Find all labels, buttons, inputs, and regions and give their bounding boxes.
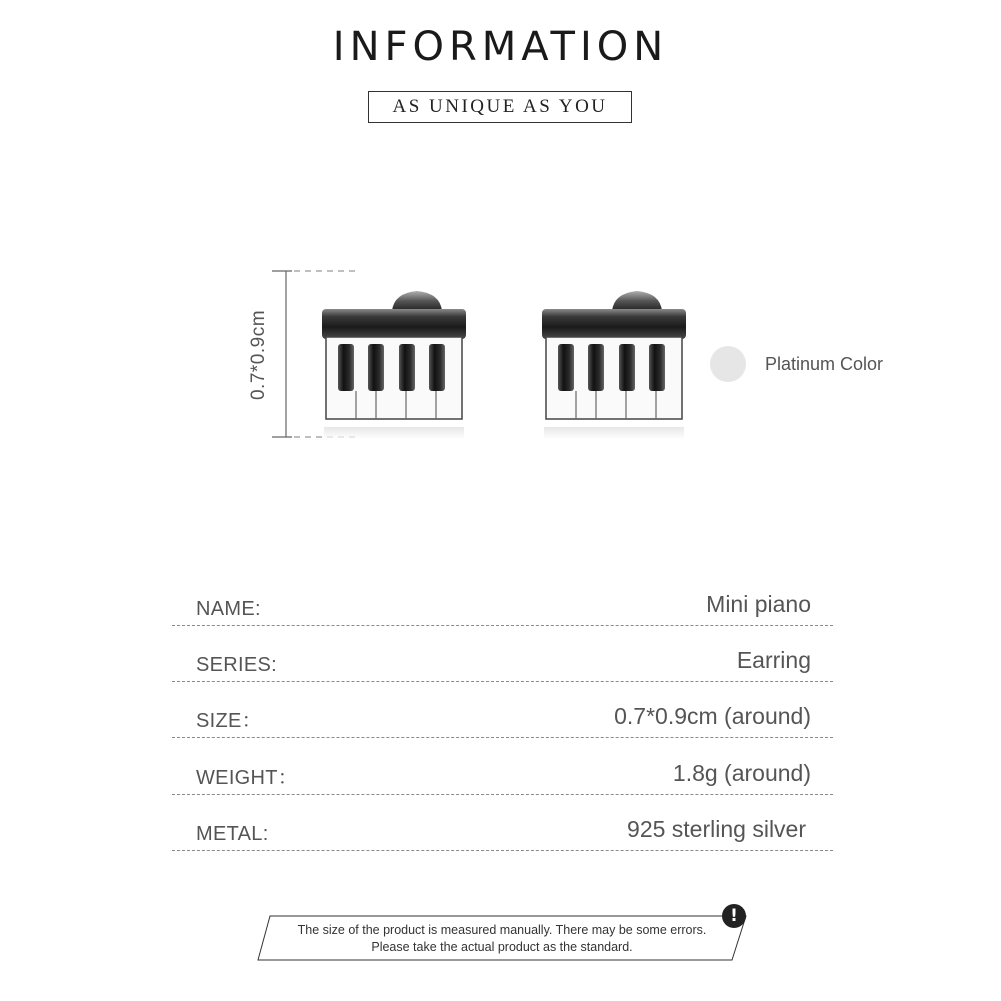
spec-value: Earring: [736, 647, 811, 673]
spec-key: SIZE：: [196, 710, 262, 732]
spec-row-size: [172, 682, 833, 738]
spec-value: 925 sterling silver: [627, 816, 806, 842]
color-swatch: [710, 346, 746, 382]
spec-key: WEIGHT：: [196, 767, 299, 789]
dimension-label: 0.7*0.9cm: [248, 309, 269, 401]
disclaimer-notice: [256, 914, 748, 962]
spec-row-metal: [172, 795, 833, 851]
page-title: INFORMATION: [332, 24, 669, 70]
color-label: Platinum Color: [765, 354, 884, 374]
spec-key: SERIES:: [196, 654, 278, 676]
notice-line-2: Please take the actual product as the standard.: [371, 940, 633, 954]
exclamation-icon: !: [722, 904, 746, 928]
spec-row-series: [172, 626, 833, 682]
product-illustration: [0, 0, 1001, 470]
spec-key: NAME:: [196, 598, 261, 620]
earring-left: [322, 291, 466, 439]
spec-value: Mini piano: [706, 591, 811, 617]
spec-row-name: [172, 570, 833, 626]
spec-key: METAL:: [196, 823, 269, 845]
spec-value: 1.8g (around): [672, 760, 811, 786]
spec-value: 0.7*0.9cm (around): [614, 703, 811, 729]
subtitle-text: AS UNIQUE AS YOU: [392, 96, 608, 117]
notice-line-1: The size of the product is measured manually. There may be some errors.: [297, 923, 707, 937]
spec-row-weight: [172, 739, 833, 795]
earring-right: [542, 291, 686, 439]
